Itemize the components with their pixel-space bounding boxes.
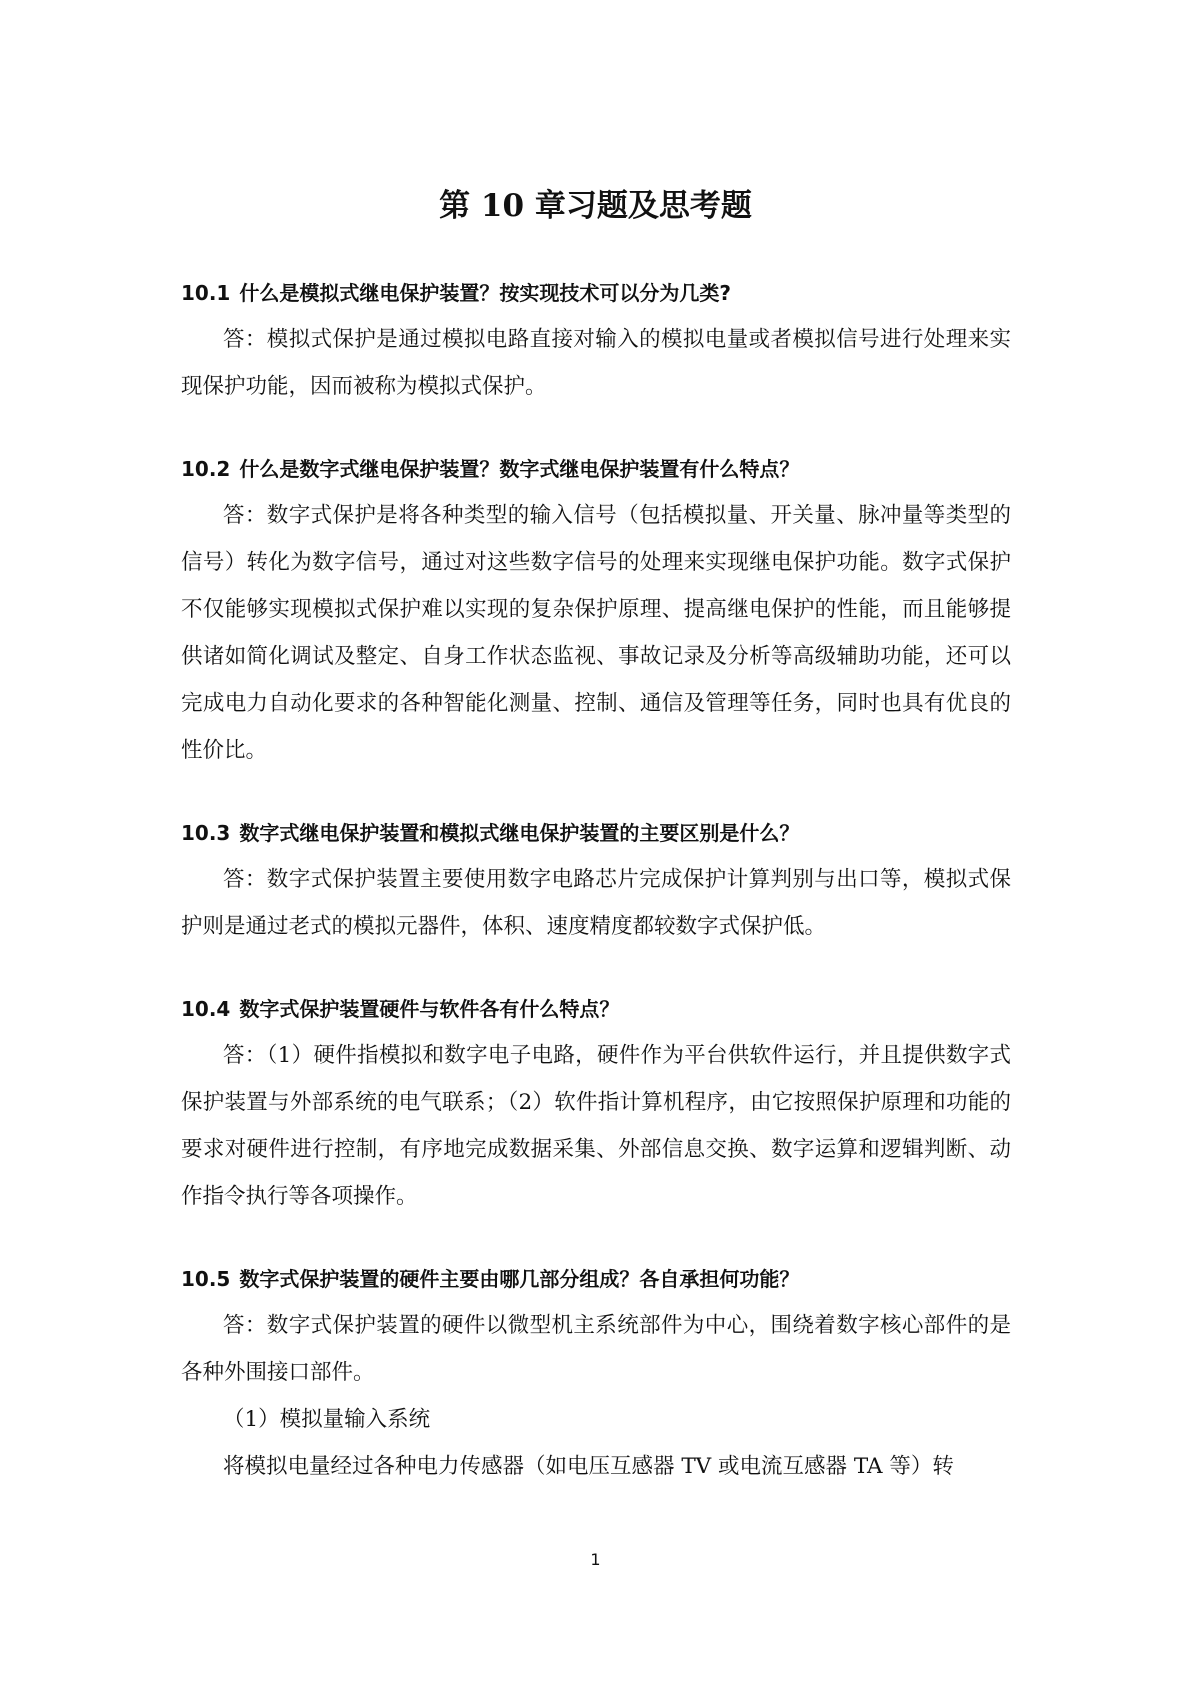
question-number: 10.5 xyxy=(181,1267,231,1291)
section-10-4 xyxy=(181,994,1011,1220)
question-number: 10.3 xyxy=(181,821,231,845)
question-number: 10.1 xyxy=(181,281,231,305)
question-text: 数字式继电保护装置和模拟式继电保护装置的主要区别是什么？ xyxy=(239,821,800,845)
question-text: 什么是数字式继电保护装置？数字式继电保护装置有什么特点？ xyxy=(239,457,800,481)
answer-paragraph: 答：（1）硬件指模拟和数字电子电路，硬件作为平台供软件运行，并且提供数字式保护装置与外部系统的电气联系；（2）软件指计算机程序，由它按照保护原理和功能的要求对硬件进行控制，有序地完成数据采集、外部信息交换、数字运算和逻辑判断、动作指令执行等各项操作。 xyxy=(181,1043,1011,1209)
question-text: 数字式保护装置硬件与软件各有什么特点？ xyxy=(239,997,620,1021)
question-heading xyxy=(181,1264,1011,1294)
question-heading xyxy=(181,278,1011,308)
content-area xyxy=(181,278,1011,1490)
section-10-5 xyxy=(181,1264,1011,1490)
section-10-2 xyxy=(181,454,1011,774)
page-number: 1 xyxy=(590,1550,601,1569)
chapter-title: 第 10 章习题及思考题 xyxy=(439,188,752,224)
question-number: 10.4 xyxy=(181,997,231,1021)
question-heading xyxy=(181,818,1011,848)
question-heading xyxy=(181,994,1011,1024)
question-number: 10.2 xyxy=(181,457,231,481)
subsection-heading: （1）模拟量输入系统 xyxy=(223,1407,431,1432)
section-10-1 xyxy=(181,278,1011,410)
question-heading xyxy=(181,454,1011,484)
answer-paragraph: 将模拟电量经过各种电力传感器（如电压互感器 TV 或电流互感器 TA 等）转 xyxy=(223,1454,954,1479)
question-text: 什么是模拟式继电保护装置？按实现技术可以分为几类? xyxy=(239,281,731,305)
answer-paragraph: 答：数字式保护装置的硬件以微型机主系统部件为中心，围绕着数字核心部件的是各种外围接口部件。 xyxy=(181,1313,1011,1385)
answer-paragraph: 答：数字式保护装置主要使用数字电路芯片完成保护计算判别与出口等，模拟式保护则是通过老式的模拟元器件，体积、速度精度都较数字式保护低。 xyxy=(181,867,1011,939)
answer-paragraph: 答：数字式保护是将各种类型的输入信号（包括模拟量、开关量、脉冲量等类型的信号）转化为数字信号，通过对这些数字信号的处理来实现继电保护功能。数字式保护不仅能够实现模拟式保护难以实现的复杂保护原理、提高继电保护的性能，而且能够提供诸如简化调试及整定、自身工作状态监视、事故记录及分析等高级辅助功能，还可以完成电力自动化要求的各种智能化测量、控制、通信及管理等任务，同时也具有优良的性价比。 xyxy=(181,503,1011,763)
section-10-3 xyxy=(181,818,1011,950)
question-text: 数字式保护装置的硬件主要由哪几部分组成？各自承担何功能？ xyxy=(239,1267,800,1291)
answer-paragraph: 答：模拟式保护是通过模拟电路直接对输入的模拟电量或者模拟信号进行处理来实现保护功能，因而被称为模拟式保护。 xyxy=(181,327,1011,399)
